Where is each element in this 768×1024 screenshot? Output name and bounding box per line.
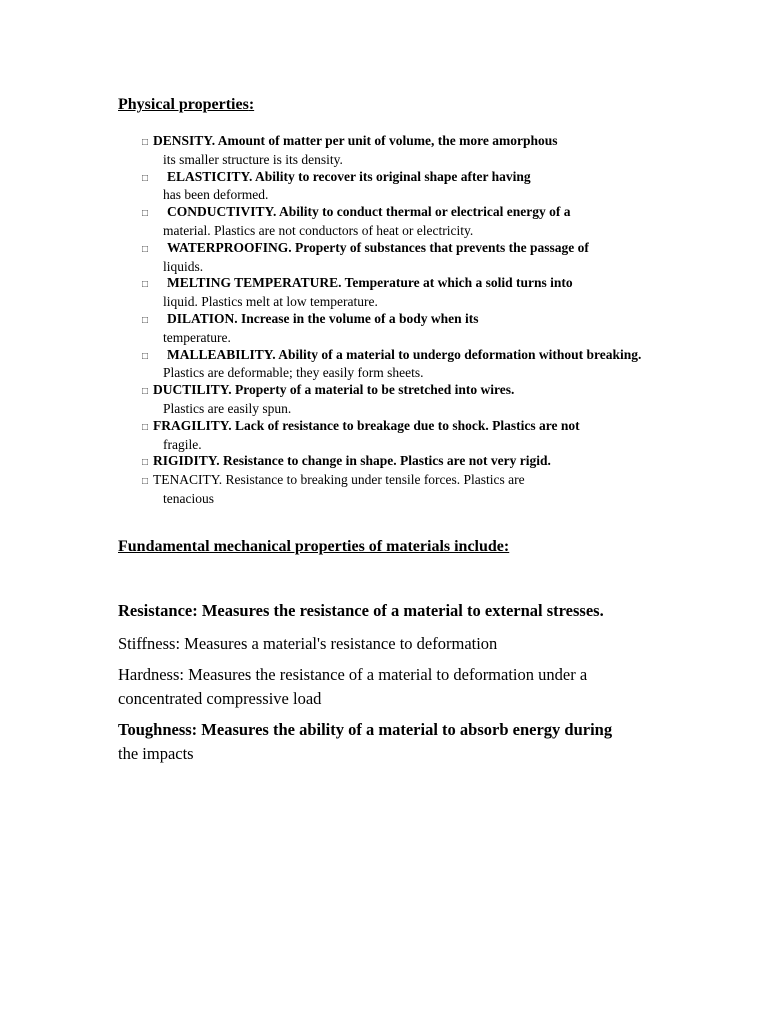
hardness-paragraph bbox=[118, 663, 587, 710]
physical-properties-heading: Physical properties: bbox=[118, 96, 255, 113]
bullet-icon: □ bbox=[142, 137, 149, 148]
hardness-line-2: concentrated compressive load bbox=[118, 688, 322, 708]
bullet-icon: □ bbox=[142, 421, 149, 433]
list-item-ductility: □ DUCTILITY. Property of a material to be stretched into wires. Plastics are easily spun. bbox=[142, 382, 515, 416]
hardness-line-1: Hardness: Measures the resistance of a material to deformation under a bbox=[118, 665, 588, 684]
bullet-icon: □ bbox=[142, 243, 149, 255]
mechanical-properties-heading: Fundamental mechanical properties of materials include: bbox=[118, 538, 510, 555]
bullet-icon: □ bbox=[142, 279, 149, 291]
list-item-elasticity: □ ELASTICITY. Ability to recover its original shape after having has been deformed. bbox=[142, 168, 531, 203]
list-item-fragility: □ FRAGILITY. Lack of resistance to breakage due to shock. Plastics are not fragile. bbox=[142, 417, 580, 452]
bullet-icon: □ bbox=[142, 386, 149, 398]
stiffness-paragraph: Stiffness: Measures a material's resistance to deformation bbox=[118, 634, 498, 653]
list-item-malleability: □ MALLEABILITY. Ability of a material to undergo deformation without breaking. Plastics are deformable; they easily form sheets. bbox=[142, 346, 642, 381]
list-item-rigidity: □ RIGIDITY. Resistance to change in shape. Plastics are not very rigid. bbox=[142, 453, 742, 472]
list-item-dilation: □ DILATION. Increase in the volume of a body when its temperature. bbox=[142, 310, 479, 345]
physical-properties-list bbox=[142, 133, 742, 508]
bullet-icon: □ bbox=[142, 350, 149, 362]
bullet-icon: □ bbox=[142, 457, 149, 469]
toughness-paragraph bbox=[118, 718, 612, 765]
toughness-line-2: the impacts bbox=[118, 743, 194, 763]
bullet-icon: □ bbox=[142, 172, 149, 184]
list-item-tenacity: □ TENACITY. Resistance to breaking under tensile forces. Plastics are tenacious bbox=[142, 472, 525, 506]
bullet-icon: □ bbox=[142, 476, 149, 488]
bullet-icon: □ bbox=[142, 208, 149, 220]
list-item-density: □ DENSITY. Amount of matter per unit of volume, the more amorphous its smaller structure is its density. bbox=[142, 133, 558, 167]
bullet-icon: □ bbox=[142, 314, 149, 326]
resistance-paragraph: Resistance: Measures the resistance of a material to external stresses. bbox=[118, 601, 604, 620]
list-item-conductivity: □ CONDUCTIVITY. Ability to conduct thermal or electrical energy of a material. Plastics are not conductors of heat or electricity. bbox=[142, 204, 571, 238]
list-item-melting-temperature: □ MELTING TEMPERATURE. Temperature at which a solid turns into liquid. Plastics melt at low temperature. bbox=[142, 275, 573, 310]
list-item-waterproofing: □ WATERPROOFING. Property of substances that prevents the passage of liquids. bbox=[142, 239, 589, 274]
toughness-line-1: Toughness: Measures the ability of a material to absorb energy during bbox=[118, 720, 613, 739]
